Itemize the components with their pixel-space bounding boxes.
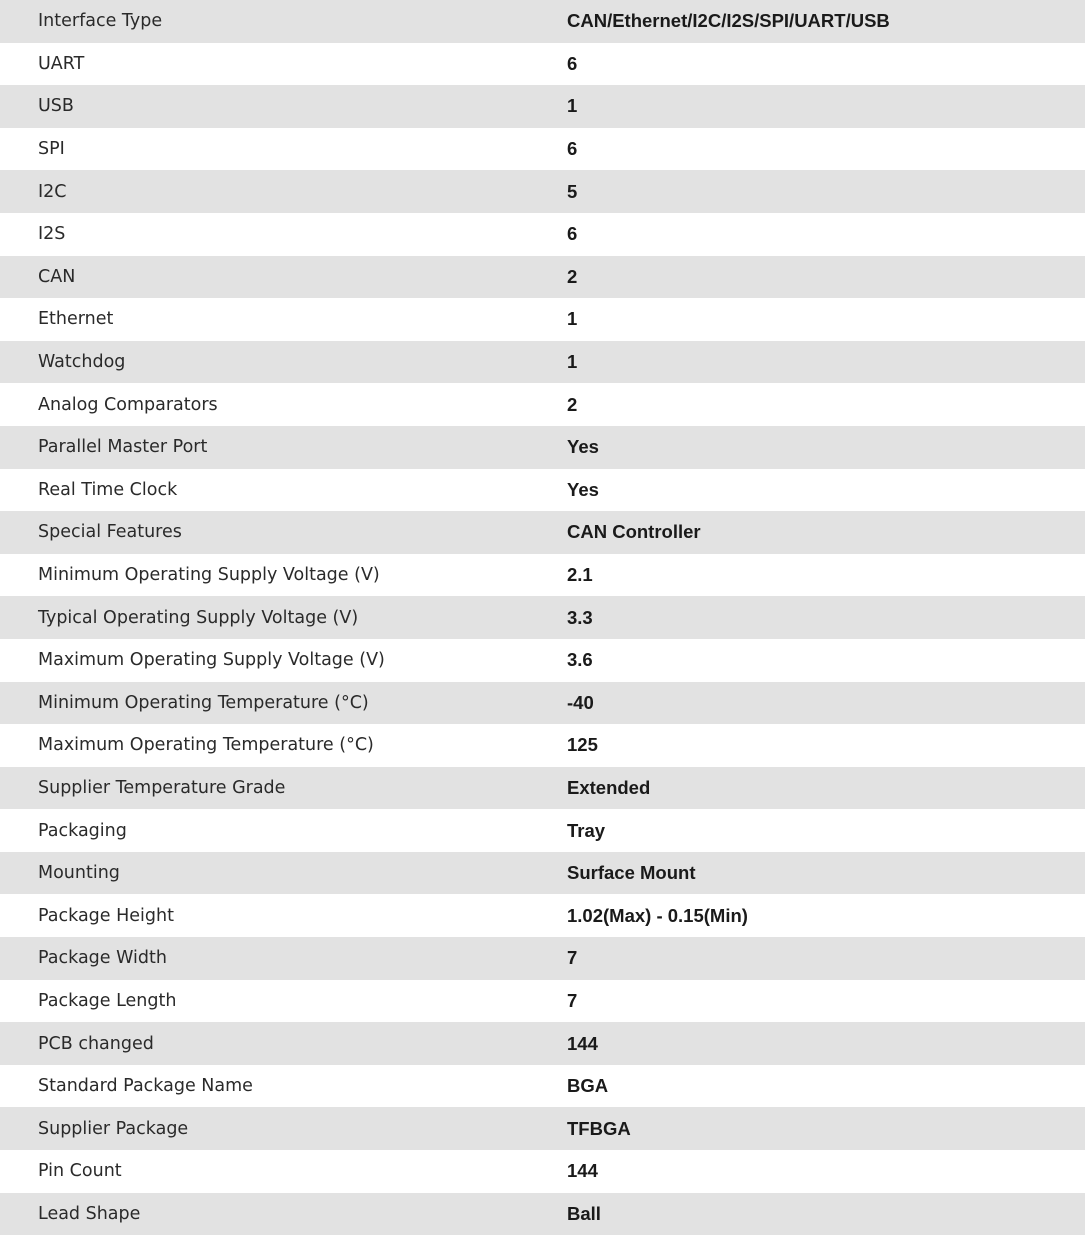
spec-label: Mounting bbox=[38, 863, 120, 884]
spec-row bbox=[0, 596, 1085, 639]
spec-value: TFBGA bbox=[567, 1117, 631, 1139]
spec-label: UART bbox=[38, 53, 85, 74]
spec-row bbox=[0, 426, 1085, 469]
spec-label: CAN bbox=[38, 266, 76, 287]
spec-value: 3.6 bbox=[567, 649, 593, 671]
spec-row bbox=[0, 85, 1085, 128]
spec-row bbox=[0, 1150, 1085, 1193]
spec-value: 144 bbox=[567, 1032, 598, 1054]
spec-value: CAN Controller bbox=[567, 521, 701, 543]
spec-label: Lead Shape bbox=[38, 1203, 141, 1224]
spec-label: Package Height bbox=[38, 905, 174, 926]
spec-value: Yes bbox=[567, 436, 599, 458]
spec-value: Tray bbox=[567, 819, 606, 841]
spec-label: Package Length bbox=[38, 990, 177, 1011]
spec-label: Package Width bbox=[38, 948, 167, 969]
spec-label: Typical Operating Supply Voltage (V) bbox=[38, 607, 359, 628]
spec-value: 3.3 bbox=[567, 606, 593, 628]
spec-value: 2 bbox=[567, 393, 578, 415]
spec-label: Packaging bbox=[38, 820, 127, 841]
spec-label: Real Time Clock bbox=[38, 479, 178, 500]
spec-value: 1.02(Max) - 0.15(Min) bbox=[567, 904, 748, 926]
spec-label: Interface Type bbox=[38, 11, 163, 32]
spec-value: Ball bbox=[567, 1202, 601, 1224]
spec-row bbox=[0, 341, 1085, 384]
spec-label: USB bbox=[38, 96, 74, 117]
spec-row bbox=[0, 767, 1085, 810]
spec-row bbox=[0, 554, 1085, 597]
spec-row bbox=[0, 894, 1085, 937]
spec-row bbox=[0, 469, 1085, 512]
spec-label: Maximum Operating Supply Voltage (V) bbox=[38, 650, 385, 671]
spec-value: 7 bbox=[567, 947, 578, 969]
spec-label: Ethernet bbox=[38, 309, 114, 330]
spec-row bbox=[0, 1193, 1085, 1235]
spec-value: 6 bbox=[567, 138, 578, 160]
spec-value: 1 bbox=[567, 351, 578, 373]
spec-row bbox=[0, 937, 1085, 980]
spec-label: Minimum Operating Supply Voltage (V) bbox=[38, 565, 380, 586]
spec-row bbox=[0, 1065, 1085, 1108]
spec-value: -40 bbox=[567, 691, 594, 713]
spec-label: Standard Package Name bbox=[38, 1076, 253, 1097]
spec-value: 6 bbox=[567, 52, 578, 74]
spec-label: I2S bbox=[38, 224, 66, 245]
spec-label: Watchdog bbox=[38, 352, 126, 373]
spec-row bbox=[0, 1107, 1085, 1150]
spec-row bbox=[0, 724, 1085, 767]
spec-label: Parallel Master Port bbox=[38, 437, 208, 458]
spec-row bbox=[0, 639, 1085, 682]
spec-value: Yes bbox=[567, 478, 599, 500]
spec-label: Minimum Operating Temperature (°C) bbox=[38, 692, 369, 713]
spec-row bbox=[0, 852, 1085, 895]
spec-label: Special Features bbox=[38, 522, 182, 543]
spec-label: Maximum Operating Temperature (°C) bbox=[38, 735, 374, 756]
spec-row bbox=[0, 682, 1085, 725]
spec-value: Extended bbox=[567, 776, 651, 798]
spec-label: Pin Count bbox=[38, 1161, 122, 1182]
spec-row bbox=[0, 383, 1085, 426]
spec-row bbox=[0, 1022, 1085, 1065]
spec-row bbox=[0, 511, 1085, 554]
spec-value: 5 bbox=[567, 180, 578, 202]
spec-value: 2.1 bbox=[567, 564, 593, 586]
spec-label: Supplier Temperature Grade bbox=[38, 777, 286, 798]
spec-value: 1 bbox=[567, 95, 578, 117]
spec-label: Analog Comparators bbox=[38, 394, 218, 415]
spec-label: PCB changed bbox=[38, 1033, 154, 1054]
spec-value: 6 bbox=[567, 223, 578, 245]
spec-label: I2C bbox=[38, 181, 67, 202]
spec-value: CAN/Ethernet/I2C/I2S/SPI/UART/USB bbox=[567, 10, 890, 32]
spec-value: 125 bbox=[567, 734, 598, 756]
spec-row bbox=[0, 213, 1085, 256]
spec-row bbox=[0, 170, 1085, 213]
spec-row bbox=[0, 43, 1085, 86]
spec-label: SPI bbox=[38, 139, 65, 160]
spec-label: Supplier Package bbox=[38, 1118, 189, 1139]
spec-value: Surface Mount bbox=[567, 862, 696, 884]
spec-row bbox=[0, 0, 1085, 43]
spec-row bbox=[0, 298, 1085, 341]
spec-value: 7 bbox=[567, 989, 578, 1011]
spec-row bbox=[0, 256, 1085, 299]
spec-value: BGA bbox=[567, 1075, 609, 1097]
spec-row bbox=[0, 980, 1085, 1023]
spec-row bbox=[0, 809, 1085, 852]
spec-row bbox=[0, 128, 1085, 171]
spec-value: 144 bbox=[567, 1160, 598, 1182]
spec-value: 1 bbox=[567, 308, 578, 330]
spec-value: 2 bbox=[567, 265, 578, 287]
